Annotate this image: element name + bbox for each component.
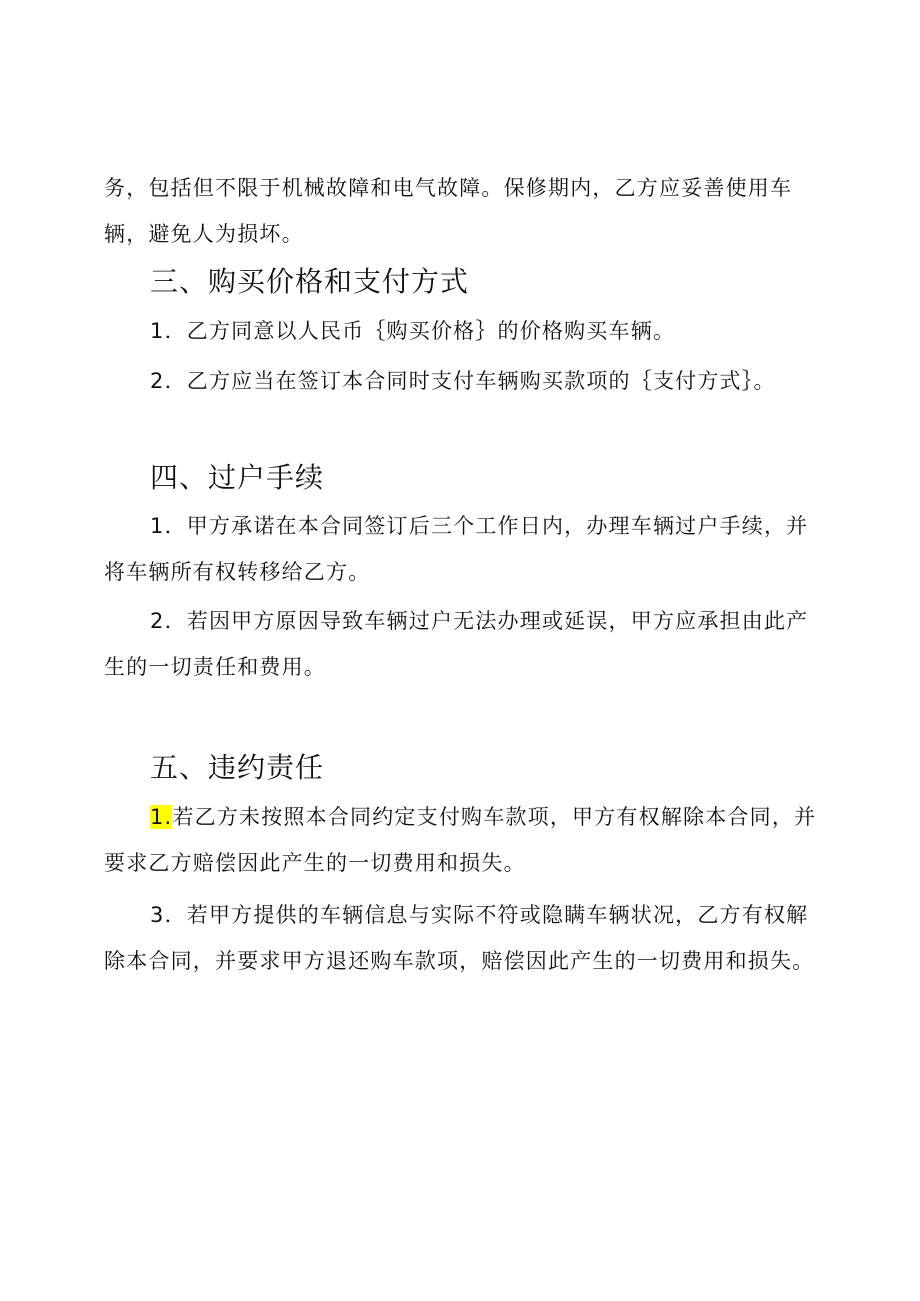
item-number: 2 bbox=[150, 609, 165, 633]
item-number: 1 bbox=[150, 319, 165, 343]
section-3-item-1 bbox=[104, 308, 820, 354]
continuation-paragraph bbox=[104, 165, 820, 257]
item-text: ．甲方承诺在本合同签订后三个工作日内，办理车辆过户手续，并将车辆所有权转移给乙方。 bbox=[104, 514, 809, 584]
section-5-heading: 五、违约责任 bbox=[150, 751, 325, 784]
item-text: ．若因甲方原因导致车辆过户无法办理或延误，甲方应承担由此产生的一切责任和费用。 bbox=[104, 609, 809, 679]
section-5-item-3 bbox=[104, 892, 820, 984]
section-4-heading: 四、过户手续 bbox=[150, 461, 325, 494]
item-text: ．乙方应当在签订本合同时支付车辆购买款项的｛支付方式｝。 bbox=[164, 369, 776, 393]
item-text: ．乙方同意以人民币｛购买价格｝的价格购买车辆。 bbox=[164, 319, 676, 343]
item-number: 2 bbox=[150, 369, 165, 393]
section-5-item-1 bbox=[104, 794, 820, 886]
item-number: 1 bbox=[150, 514, 165, 538]
section-3-heading: 三、购买价格和支付方式 bbox=[150, 265, 470, 298]
item-number-highlighted: 1. bbox=[150, 805, 173, 829]
section-4-item-2 bbox=[104, 598, 820, 690]
continuation-text: 务，包括但不限于机械故障和电气故障。保修期内，乙方应妥善使用车辆，避免人为损坏。 bbox=[104, 176, 793, 246]
section-3-item-2 bbox=[104, 358, 820, 404]
section-4-item-1 bbox=[104, 503, 820, 595]
item-text: 若乙方未按照本合同约定支付购车款项，甲方有权解除本合同，并要求乙方赔偿因此产生的一切费用和损失。 bbox=[104, 805, 817, 875]
item-number: 3 bbox=[150, 903, 165, 927]
item-text: ．若甲方提供的车辆信息与实际不符或隐瞒车辆状况，乙方有权解除本合同，并要求甲方退还购车款项，赔偿因此产生的一切费用和损失。 bbox=[104, 903, 815, 973]
